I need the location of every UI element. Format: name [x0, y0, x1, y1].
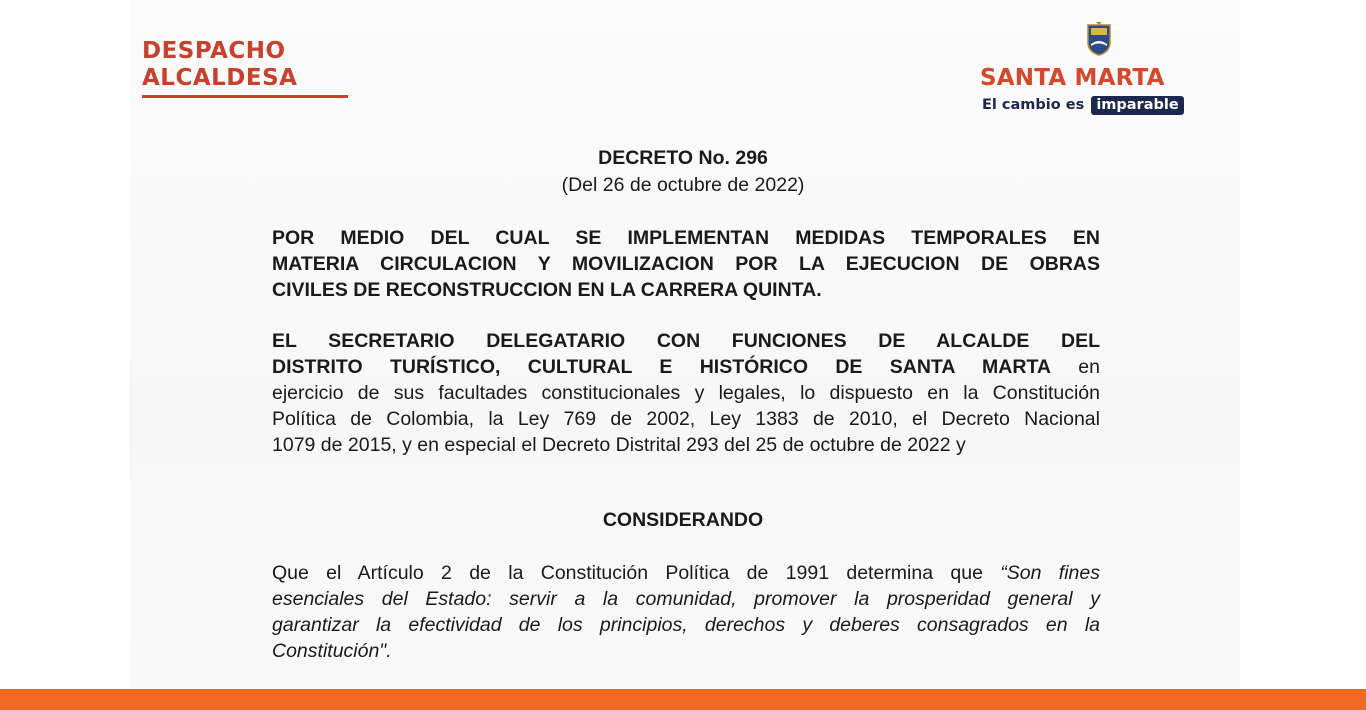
considering-quote-line: esenciales del Estado: servir a la comunidad, promover la prosperidad general y — [272, 588, 1100, 610]
office-header — [142, 38, 348, 98]
city-crest-icon — [1086, 22, 1112, 56]
decree-subject — [272, 225, 1100, 303]
authority-bold-line: DISTRITO TURÍSTICO, CULTURAL E HISTÓRICO DE SANTA MARTA — [272, 356, 1051, 378]
brand-name: SANTA MARTA — [980, 65, 1165, 91]
authority-line-mixed — [272, 354, 1100, 380]
office-underline — [142, 95, 348, 98]
authority-line: Política de Colombia, la Ley 769 de 2002, Ley 1383 de 2010, el Decreto Nacional — [272, 408, 1100, 430]
bottom-accent-bar — [0, 689, 1366, 710]
slogan-prefix: El cambio es — [982, 97, 1085, 113]
authority-line: 1079 de 2015, y en especial el Decreto Distrital 293 del 25 de octubre de 2022 y — [272, 434, 966, 456]
subject-line: CIVILES DE RECONSTRUCCION EN LA CARRERA QUINTA. — [272, 279, 822, 301]
brand-slogan — [982, 96, 1184, 115]
considering-paragraph — [272, 560, 1100, 664]
authority-suffix: en — [1051, 356, 1100, 378]
decree-number: DECRETO No. 296 — [598, 147, 768, 169]
subject-line: POR MEDIO DEL CUAL SE IMPLEMENTAN MEDIDAS TEMPORALES EN — [272, 227, 1100, 249]
decree-date: (Del 26 de octubre de 2022) — [561, 174, 805, 196]
slogan-highlight: imparable — [1091, 96, 1183, 115]
subject-line: MATERIA CIRCULACION Y MOVILIZACION POR LA EJECUCION DE OBRAS — [272, 253, 1100, 275]
office-line-1: DESPACHO — [142, 38, 286, 64]
considering-line-mixed — [272, 560, 1100, 586]
considering-quote-line: Constitución". — [272, 640, 392, 662]
authority-bold-line: EL SECRETARIO DELEGATARIO CON FUNCIONES DE ALCALDE DEL — [272, 330, 1100, 352]
city-brand-logo — [980, 22, 1220, 122]
office-line-2: ALCALDESA — [142, 65, 298, 91]
authority-line: ejercicio de sus facultades constitucionales y legales, lo dispuesto en la Constitución — [272, 382, 1100, 404]
considering-text: Que el Artículo 2 de la Constitución Política de 1991 determina que — [272, 562, 1001, 584]
considering-quote-start: “Son fines — [1000, 562, 1100, 584]
authority-paragraph — [272, 328, 1100, 458]
considering-quote-line: garantizar la efectividad de los principios, derechos y deberes consagrados en la — [272, 614, 1100, 636]
considering-heading: CONSIDERANDO — [602, 509, 764, 531]
